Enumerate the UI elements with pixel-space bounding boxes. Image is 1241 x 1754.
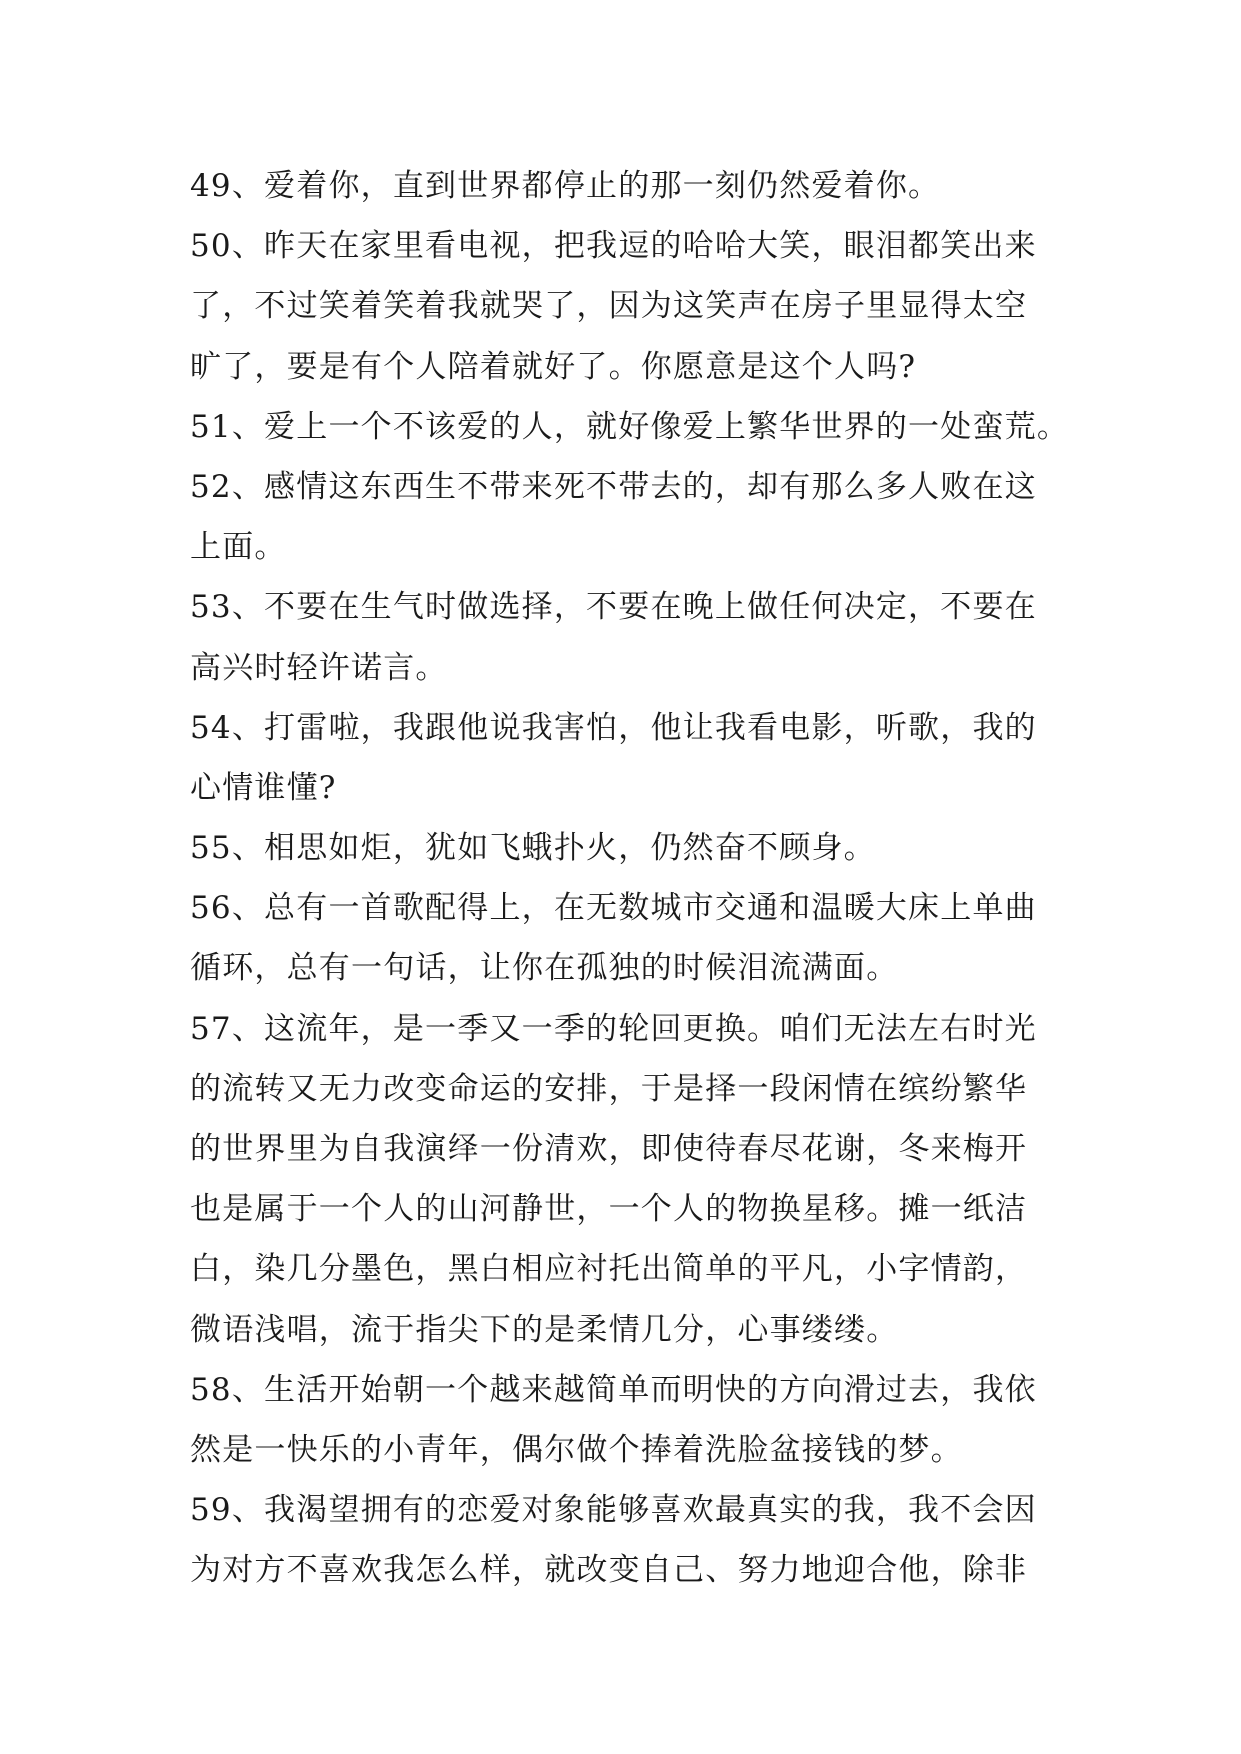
text-line: 然是一快乐的小青年，偶尔做个捧着洗脸盆接钱的梦。 — [190, 1431, 963, 1468]
text-line: 49、爱着你，直到世界都停止的那一刻仍然爱着你。 — [190, 168, 941, 204]
text-line: 为对方不喜欢我怎么样，就改变自己、努力地迎合他，除非 — [190, 1552, 1028, 1589]
text-line: 的世界里为自我演绎一份清欢，即使待春尽花谢，冬来梅开 — [190, 1131, 1028, 1167]
text-line: 55、相思如炬，犹如飞蛾扑火，仍然奋不顾身。 — [190, 830, 876, 867]
text-line: 51、爱上一个不该爱的人，就好像爱上繁华世界的一处蛮荒。 — [190, 408, 1070, 445]
text-line: 高兴时轻许诺言。 — [190, 649, 448, 686]
text-line: 上面。 — [190, 529, 287, 566]
text-line: 循环，总有一句话，让你在孤独的时候泪流满面。 — [190, 950, 899, 987]
text-line: 59、我渴望拥有的恋爱对象能够喜欢最真实的我，我不会因 — [190, 1492, 1037, 1529]
text-line: 54、打雷啦，我跟他说我害怕，他让我看电影，听歌，我的 — [190, 709, 1037, 746]
text-line: 心情谁懂? — [190, 769, 337, 806]
text-line: 57、这流年，是一季又一季的轮回更换。咱们无法左右时光 — [190, 1010, 1037, 1047]
text-line: 53、不要在生气时做选择，不要在晚上做任何决定，不要在 — [190, 589, 1037, 626]
text-line: 52、感情这东西生不带来死不带去的，却有那么多人败在这 — [190, 468, 1037, 505]
text-line: 也是属于一个人的山河静世，一个人的物换星移。摊一纸洁 — [190, 1191, 1028, 1228]
text-line: 了，不过笑着笑着我就哭了，因为这笑声在房子里显得太空 — [190, 288, 1028, 325]
text-line: 58、生活开始朝一个越来越简单而明快的方向滑过去，我依 — [190, 1371, 1037, 1408]
text-line: 白，染几分墨色，黑白相应衬托出简单的平凡，小字情韵， — [190, 1251, 1028, 1288]
text-line: 旷了，要是有个人陪着就好了。你愿意是这个人吗? — [190, 348, 917, 385]
text-line: 微语浅唱，流于指尖下的是柔情几分，心事缕缕。 — [190, 1311, 899, 1348]
text-line: 的流转又无力改变命运的安排，于是择一段闲情在缤纷繁华 — [190, 1070, 1028, 1107]
text-line: 50、昨天在家里看电视，把我逗的哈哈大笑，眼泪都笑出来 — [190, 228, 1037, 265]
document-body — [190, 156, 1070, 1601]
text-line: 56、总有一首歌配得上，在无数城市交通和温暖大床上单曲 — [190, 890, 1037, 927]
